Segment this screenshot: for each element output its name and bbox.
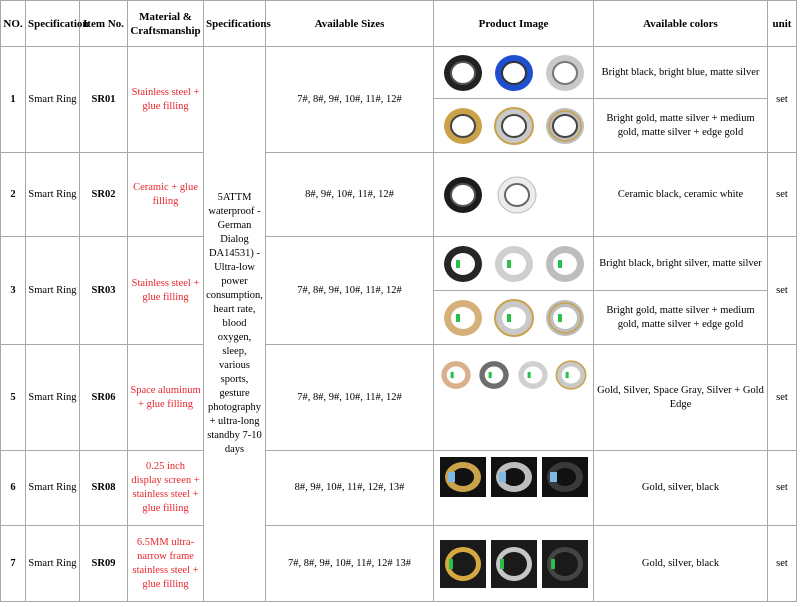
ring-image-silver-display xyxy=(491,457,537,497)
product-images xyxy=(437,242,590,286)
row-no: 2 xyxy=(1,153,26,237)
ring-image-blue xyxy=(492,51,536,95)
ring-image-black-display xyxy=(542,457,588,497)
row-spec: Smart Ring xyxy=(26,345,80,451)
ring-image-silver-edge-gold xyxy=(543,296,587,340)
ring-image-silver xyxy=(516,358,550,392)
product-image-cell xyxy=(434,451,594,526)
header-specification: Specification xyxy=(26,1,80,47)
row-unit: set xyxy=(768,237,797,345)
product-image-cell xyxy=(434,153,594,237)
table-row xyxy=(1,451,797,526)
ring-image-bright-silver xyxy=(492,242,536,286)
row-unit: set xyxy=(768,451,797,526)
ring-image-silver-gold xyxy=(492,104,536,148)
row-colors: Bright black, bright silver, matte silver xyxy=(594,237,768,291)
row-no: 1 xyxy=(1,47,26,153)
row-sizes: 8#, 9#, 10#, 11#, 12#, 13# xyxy=(266,451,434,526)
table-row xyxy=(1,345,797,451)
row-item-no: SR03 xyxy=(80,237,128,345)
table-row xyxy=(1,153,797,237)
ring-image-silver-edge-gold xyxy=(543,104,587,148)
row-unit: set xyxy=(768,526,797,602)
header-specifications: Specifications xyxy=(204,1,266,47)
header-row xyxy=(1,1,797,47)
product-images xyxy=(437,296,590,340)
ring-image-silver-gold-edge xyxy=(554,358,588,392)
ring-image-black xyxy=(441,51,485,95)
row-item-no: SR01 xyxy=(80,47,128,153)
header-product-image: Product Image xyxy=(434,1,594,47)
row-unit: set xyxy=(768,153,797,237)
ring-image-gold xyxy=(441,104,485,148)
row-sizes: 7#, 8#, 9#, 10#, 11#, 12# xyxy=(266,345,434,451)
row-unit: set xyxy=(768,47,797,153)
product-images xyxy=(437,173,594,217)
row-spec: Smart Ring xyxy=(26,237,80,345)
row-spec: Smart Ring xyxy=(26,47,80,153)
product-image-cell xyxy=(434,99,594,153)
product-image-cell xyxy=(434,291,594,345)
row-material: Ceramic + glue filling xyxy=(128,153,204,237)
row-material: 0.25 inch display screen + stainless steel + glue filling xyxy=(128,451,204,526)
ring-image-silver-medium-gold xyxy=(492,296,536,340)
header-material: Material & Craftsmanship xyxy=(128,1,204,47)
row-colors: Gold, Silver, Space Gray, Silver + Gold Edge xyxy=(594,345,768,451)
ring-image-space-gray xyxy=(477,358,511,392)
row-no: 6 xyxy=(1,451,26,526)
header-sizes: Available Sizes xyxy=(266,1,434,47)
header-unit: unit xyxy=(768,1,797,47)
ring-image-black-narrow xyxy=(542,540,588,588)
header-no: NO. xyxy=(1,1,26,47)
row-colors: Gold, silver, black xyxy=(594,526,768,602)
product-images xyxy=(437,457,590,497)
product-images xyxy=(437,540,590,588)
row-spec: Smart Ring xyxy=(26,153,80,237)
table-row xyxy=(1,237,797,291)
row-spec: Smart Ring xyxy=(26,526,80,602)
row-colors: Ceramic black, ceramic white xyxy=(594,153,768,237)
ring-image-gold-display xyxy=(440,457,486,497)
ring-image-gold xyxy=(439,358,473,392)
row-colors: Bright black, bright blue, matte silver xyxy=(594,47,768,99)
product-image-cell xyxy=(434,47,594,99)
row-colors: Bright gold, matte silver + medium gold, matte silver + edge gold xyxy=(594,99,768,153)
product-images xyxy=(437,358,590,392)
row-item-no: SR08 xyxy=(80,451,128,526)
header-item-no: Item No. xyxy=(80,1,128,47)
ring-image-bright-black xyxy=(441,242,485,286)
row-no: 5 xyxy=(1,345,26,451)
product-image-cell xyxy=(434,526,594,602)
row-no: 3 xyxy=(1,237,26,345)
ring-image-silver xyxy=(543,51,587,95)
product-image-cell xyxy=(434,237,594,291)
ring-image-matte-silver xyxy=(543,242,587,286)
table-row xyxy=(1,47,797,99)
row-sizes: 8#, 9#, 10#, 11#, 12# xyxy=(266,153,434,237)
ring-image-ceramic-white xyxy=(495,173,539,217)
row-item-no: SR06 xyxy=(80,345,128,451)
row-material: Space aluminum + glue filling xyxy=(128,345,204,451)
ring-image-gold-narrow xyxy=(440,540,486,588)
row-colors: Bright gold, matte silver + medium gold, matte silver + edge gold xyxy=(594,291,768,345)
ring-image-bright-gold xyxy=(441,296,485,340)
row-item-no: SR02 xyxy=(80,153,128,237)
row-material: Stainless steel + glue filling xyxy=(128,47,204,153)
product-images xyxy=(437,104,590,148)
header-colors: Available colors xyxy=(594,1,768,47)
row-sizes: 7#, 8#, 9#, 10#, 11#, 12# 13# xyxy=(266,526,434,602)
row-no: 7 xyxy=(1,526,26,602)
row-item-no: SR09 xyxy=(80,526,128,602)
row-material: 6.5MM ultra-narrow frame stainless steel + glue filling xyxy=(128,526,204,602)
row-spec: Smart Ring xyxy=(26,451,80,526)
row-colors: Gold, silver, black xyxy=(594,451,768,526)
ring-image-ceramic-black xyxy=(441,173,485,217)
product-images xyxy=(437,51,590,95)
row-unit: set xyxy=(768,345,797,451)
shared-specifications: 5ATTM waterproof - German Dialog DA14531) - Ultra-low power consumption, heart rate, blood oxygen, sleep, various sports, gesture photography + ultra-long standby 7-10 days xyxy=(204,47,266,602)
row-sizes: 7#, 8#, 9#, 10#, 11#, 12# xyxy=(266,47,434,153)
table-row xyxy=(1,526,797,602)
row-material: Stainless steel + glue filling xyxy=(128,237,204,345)
ring-image-silver-narrow xyxy=(491,540,537,588)
row-sizes: 7#, 8#, 9#, 10#, 11#, 12# xyxy=(266,237,434,345)
product-image-cell xyxy=(434,345,594,451)
